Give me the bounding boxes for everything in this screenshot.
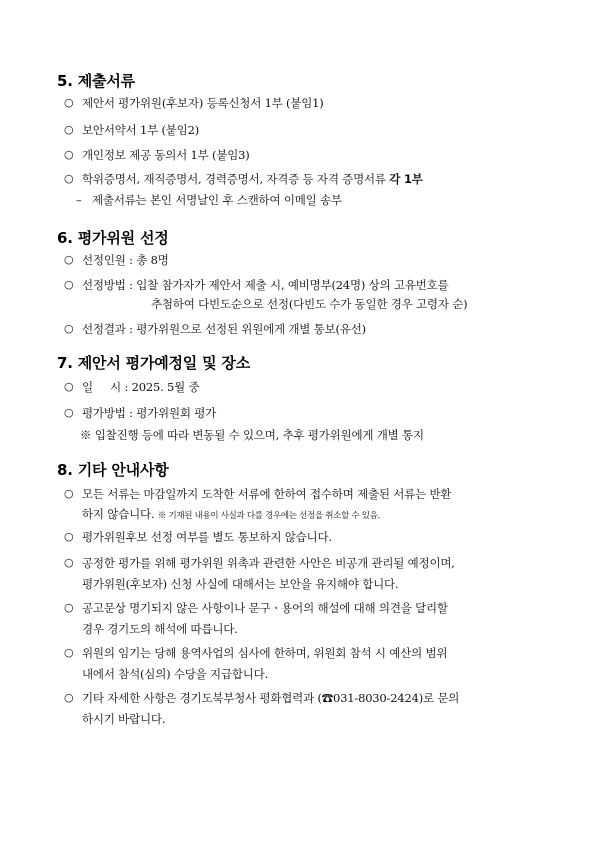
s8-item-5-line-2: 내에서 참석(심의) 수당을 지급합니다. — [82, 667, 269, 681]
bullet: ○ — [64, 322, 74, 335]
bullet: ○ — [64, 487, 74, 500]
bullet: ○ — [64, 556, 74, 569]
s7-note: ※ 입찰진행 등에 따라 변동될 수 있으며, 추후 평가위원에게 개별 통지 — [80, 428, 424, 442]
s8-item-1-text: 하지 않습니다. — [82, 507, 155, 521]
dash-marker: – — [76, 193, 82, 207]
bullet: ○ — [64, 96, 74, 109]
bullet: ○ — [64, 253, 74, 266]
s7-method: 평가방법 : 평가위원회 평가 — [82, 406, 217, 420]
section-7-title: 7. 제안서 평가예정일 및 장소 — [57, 354, 251, 372]
s8-item-3-line-2: 평가위원(후보자) 신청 사실에 대해서는 보안을 유지해야 합니다. — [82, 577, 399, 591]
s8-item-2: 평가위원후보 선정 여부를 별도 통보하지 않습니다. — [82, 530, 332, 544]
section-6-title: 6. 평가위원 선정 — [57, 229, 169, 247]
bullet: ○ — [64, 148, 74, 161]
s8-item-4-line-1: 공고문상 명기되지 않은 사항이나 문구ㆍ용어의 해설에 대해 의견을 달리할 — [82, 601, 448, 615]
s8-item-4-line-2: 경우 경기도의 해석에 따릅니다. — [82, 622, 238, 636]
bullet: ○ — [64, 691, 74, 704]
s5-note: 제출서류는 본인 서명날인 후 스캔하여 이메일 송부 — [92, 193, 342, 207]
s6-count: 선정인원 : 총 8명 — [82, 253, 169, 267]
s6-result: 선정결과 : 평가위원으로 선정된 위원에게 개별 통보(유선) — [82, 322, 366, 336]
s5-item-4-bold: 각 1부 — [389, 172, 423, 186]
bullet: ○ — [64, 278, 74, 291]
bullet: ○ — [64, 380, 74, 393]
s8-item-1-line-1: 모든 서류는 마감일까지 도착한 서류에 한하여 접수하며 제출된 서류는 반환 — [82, 487, 452, 501]
section-5-title: 5. 제출서류 — [57, 72, 135, 90]
s6-method-line-2: 추첨하여 다빈도순으로 선정(다빈도 수가 동일한 경우 고령자 순) — [151, 297, 468, 311]
section-8-title: 8. 기타 안내사항 — [57, 461, 169, 479]
s5-item-3: 개인정보 제공 동의서 1부 (붙임3) — [82, 148, 250, 162]
s5-item-1: 제안서 평가위원(후보자) 등록신청서 1부 (붙임1) — [82, 96, 324, 110]
bullet: ○ — [64, 172, 74, 185]
bullet: ○ — [64, 646, 74, 659]
s5-item-4-text: 학위증명서, 재직증명서, 경력증명서, 자격증 등 자격 증명서류 — [82, 172, 390, 186]
s7-date: 일 시 : 2025. 5월 중 — [82, 380, 200, 394]
s6-method-line-1: 선정방법 : 입찰 참가자가 제안서 제출 시, 예비명부(24명) 상의 고유번호를 — [82, 278, 449, 292]
s8-item-3-line-1: 공정한 평가를 위해 평가위원 위촉과 관련한 사안은 비공개 관리될 예정이며, — [82, 556, 455, 570]
s5-item-2: 보안서약서 1부 (붙임2) — [82, 123, 199, 137]
bullet: ○ — [64, 530, 74, 543]
s8-item-5-line-1: 위원의 임기는 당해 용역사업의 심사에 한하며, 위원회 참석 시 예산의 범위 — [82, 646, 448, 660]
s8-item-6-line-2: 하시기 바랍니다. — [82, 712, 166, 726]
bullet: ○ — [64, 406, 74, 419]
bullet: ○ — [64, 123, 74, 136]
s8-item-1-line-2 — [82, 507, 380, 523]
s8-item-6-line-1: 기타 자세한 사항은 경기도북부청사 평화협력과 (☎031-8030-2424)로 문의 — [82, 691, 460, 705]
s8-item-1-remark: ※ 기재된 내용이 사실과 다를 경우에는 선정을 취소할 수 있음. — [157, 511, 380, 521]
s5-item-4 — [82, 172, 423, 186]
bullet: ○ — [64, 601, 74, 614]
